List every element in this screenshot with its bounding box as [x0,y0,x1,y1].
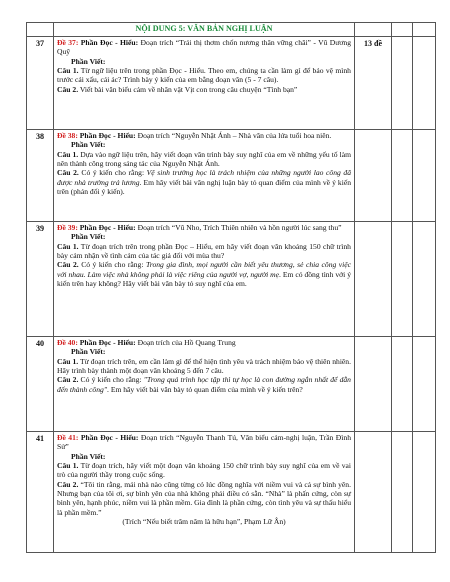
content-table [26,22,436,553]
question-text: . Em hãy viết bài văn nghị luận bày tỏ quan điểm của mình về ý kiến trên (phản đối ý kiến). [57,177,351,197]
writing-section-label: Phần Viết: [71,56,106,66]
exam-content [54,222,355,337]
exam-id: Đề 41: [57,433,79,442]
row-number: 37 [27,37,54,130]
exam-id: Đề 37: [57,38,79,47]
question-text: Có ý kiến cho rằng: [78,375,144,385]
question-label: Câu 1. [57,149,79,159]
exam-id: Đề 39: [57,223,78,232]
section-label: Phần Đọc - Hiểu: [77,338,136,347]
row-number: 38 [27,130,54,222]
question-text: Từ đoạn trích, hãy viết một đoạn văn khoảng 150 chữ trình bày suy nghĩ của em về vai trò của người thầy trong cuộc sống. [57,461,351,480]
question-text: Dựa vào ngữ liệu trên, hãy viết đoạn văn trình bày suy nghĩ của em về những yếu tố làm nên thành công trong sáng tác của Nguyễn Nhật Ánh. [57,149,351,169]
question-text: Có ý kiến cho rằng: [78,260,146,270]
empty-cell [392,222,413,337]
table-row [27,37,436,130]
question-text: Có ý kiến cho rằng: [78,168,147,178]
writing-section-label: Phần Viết: [71,347,106,357]
exam-content [54,130,355,222]
empty-cell [392,337,413,432]
quoted-opinion: Trong gia đình, mọi người cần biết yêu thương, sẻ chia công việc với nhau. Làm việc nhà không phải là việc riêng của người vợ, người mẹ [57,260,351,279]
empty-cell [413,37,436,130]
writing-section-label: Phần Viết: [71,140,106,150]
header-empty-cell [27,23,54,37]
header-empty-cell [413,23,436,37]
exam-content [54,37,355,130]
section-label: Phần Đọc - Hiểu: [77,131,136,140]
question-1 [57,66,351,85]
question-2 [57,168,351,196]
empty-cell [392,432,413,553]
question-text: Từ đoạn trích trên, em cần làm gì để thể hiện tình yêu và trách nhiệm bảo vệ thiên nhiên. Hãy trình bày thành một đoạn văn khoảng 5 đến 7 câu. [57,356,351,376]
excerpt-text: Đoạn trích của Hồ Quang Trung [135,338,236,347]
question-text: Từ ngữ liệu trên trong phần Đọc - Hiểu. Theo em, chúng ta cần làm gì để bảo vệ mình trước cái xấu, cái ác? Trình bày ý kiến của em bằng đoạn văn (5 - 7 câu). [57,66,351,85]
excerpt-text: Đoạn trích “Nguyễn Thanh Tú, Văn biểu cảm-nghị luận, Trần Đình Sử” [57,433,351,452]
writing-section-label: Phần Viết: [71,451,106,461]
exam-count [355,130,392,222]
header-empty-cell [355,23,392,37]
question-label: Câu 2. [57,84,79,94]
section-label: Phần Đọc - Hiểu: [77,223,136,232]
empty-cell [413,130,436,222]
question-text: . Em có đồng tình với ý kiến trên hay không? Hãy viết bài văn bày tỏ suy nghĩ của em. [57,269,351,289]
exam-count [355,432,392,553]
empty-cell [413,432,436,553]
question-text: . Em hãy viết bài văn bày tỏ quan điểm của mình về ý kiến trên? [107,384,303,394]
exam-content [54,337,355,432]
exam-id: Đề 38: [57,131,78,140]
question-label: Câu 1. [57,66,79,76]
header-empty-cell [392,23,413,37]
quoted-opinion: Vệ sinh trường học là trách nhiệm của những người lao công đã được nhà trường trả lương [57,168,351,187]
excerpt-text: Đoạn trích “Vũ Nho, Trích Thiên nhiên và hồn người lúc sang thu” [135,223,342,232]
question-text: “Tôi tin rằng, mái nhà nào cũng từng có lúc đồng nghĩa với niềm vui và cả sự bình yên. Nhưng bạn của tôi ơi, sự bình yên của nhà không phải điều có sẵn. “Nhà” là phấn cứng, còn sự bình yên, hạnh phúc, niềm vui là phần mềm. Gia đình là phần cứng, còn tình yêu và sự thấu hiểu là phần mềm.” [57,479,351,517]
question-label: Câu 2. [57,168,79,178]
table-row [27,222,436,337]
question-2 [57,85,351,94]
row-number: 39 [27,222,54,337]
section-title: NỘI DUNG 5: VĂN BẢN NGHỊ LUẬN [54,23,355,37]
question-label: Câu 1. [57,461,79,471]
row-number: 40 [27,337,54,432]
table-row [27,337,436,432]
question-2 [57,375,351,394]
exam-content [54,432,355,553]
table-row [27,432,436,553]
exam-count [355,222,392,337]
question-label: Câu 1. [57,241,79,251]
question-1 [57,461,351,480]
question-text: Viết bài văn biểu cảm về nhân vật Vịt con trong câu chuyện “Tình bạn” [78,84,298,94]
excerpt-text: Đoạn trích “Nguyễn Nhật Ánh – Nhà văn của lứa tuổi hoa niên. [135,131,332,140]
empty-cell [413,222,436,337]
section-label: Phần Đọc - Hiểu: [78,433,139,442]
section-header-row [27,23,436,37]
question-2 [57,480,351,517]
question-1 [57,150,351,169]
exam-count [355,337,392,432]
empty-cell [413,337,436,432]
section-label: Phần Đọc - Hiểu: [78,38,139,47]
quoted-opinion: "Trong quá trình học tập thì tự học là con đường ngắn nhất để dẫn đến thành công" [57,375,351,394]
question-2 [57,260,351,288]
question-text: Từ đoạn trích trên trong phần Đọc – Hiểu, em hãy viết đoạn văn khoảng 150 chữ trình bày cảm nhận về tình cảm của tác giả đối với mùa thu? [57,241,351,261]
question-label: Câu 1. [57,356,79,366]
writing-section-label: Phần Viết: [71,232,106,242]
empty-cell [392,37,413,130]
question-label: Câu 2. [57,260,79,270]
excerpt-text: Đoạn trích “Trái thị thơm chốn nương thân vững chãi” - Vũ Dương Quỹ [57,38,351,57]
quote-source: (Trích “Nếu biết trăm năm là hữu hạn”, Phạm Lữ Ân) [122,517,286,527]
exam-id: Đề 40: [57,338,78,347]
question-1 [57,357,351,376]
question-label: Câu 2. [57,479,79,489]
empty-cell [392,130,413,222]
question-label: Câu 2. [57,375,79,385]
table-row [27,130,436,222]
row-number: 41 [27,432,54,553]
exam-count: 13 đề [355,37,392,130]
question-1 [57,242,351,261]
